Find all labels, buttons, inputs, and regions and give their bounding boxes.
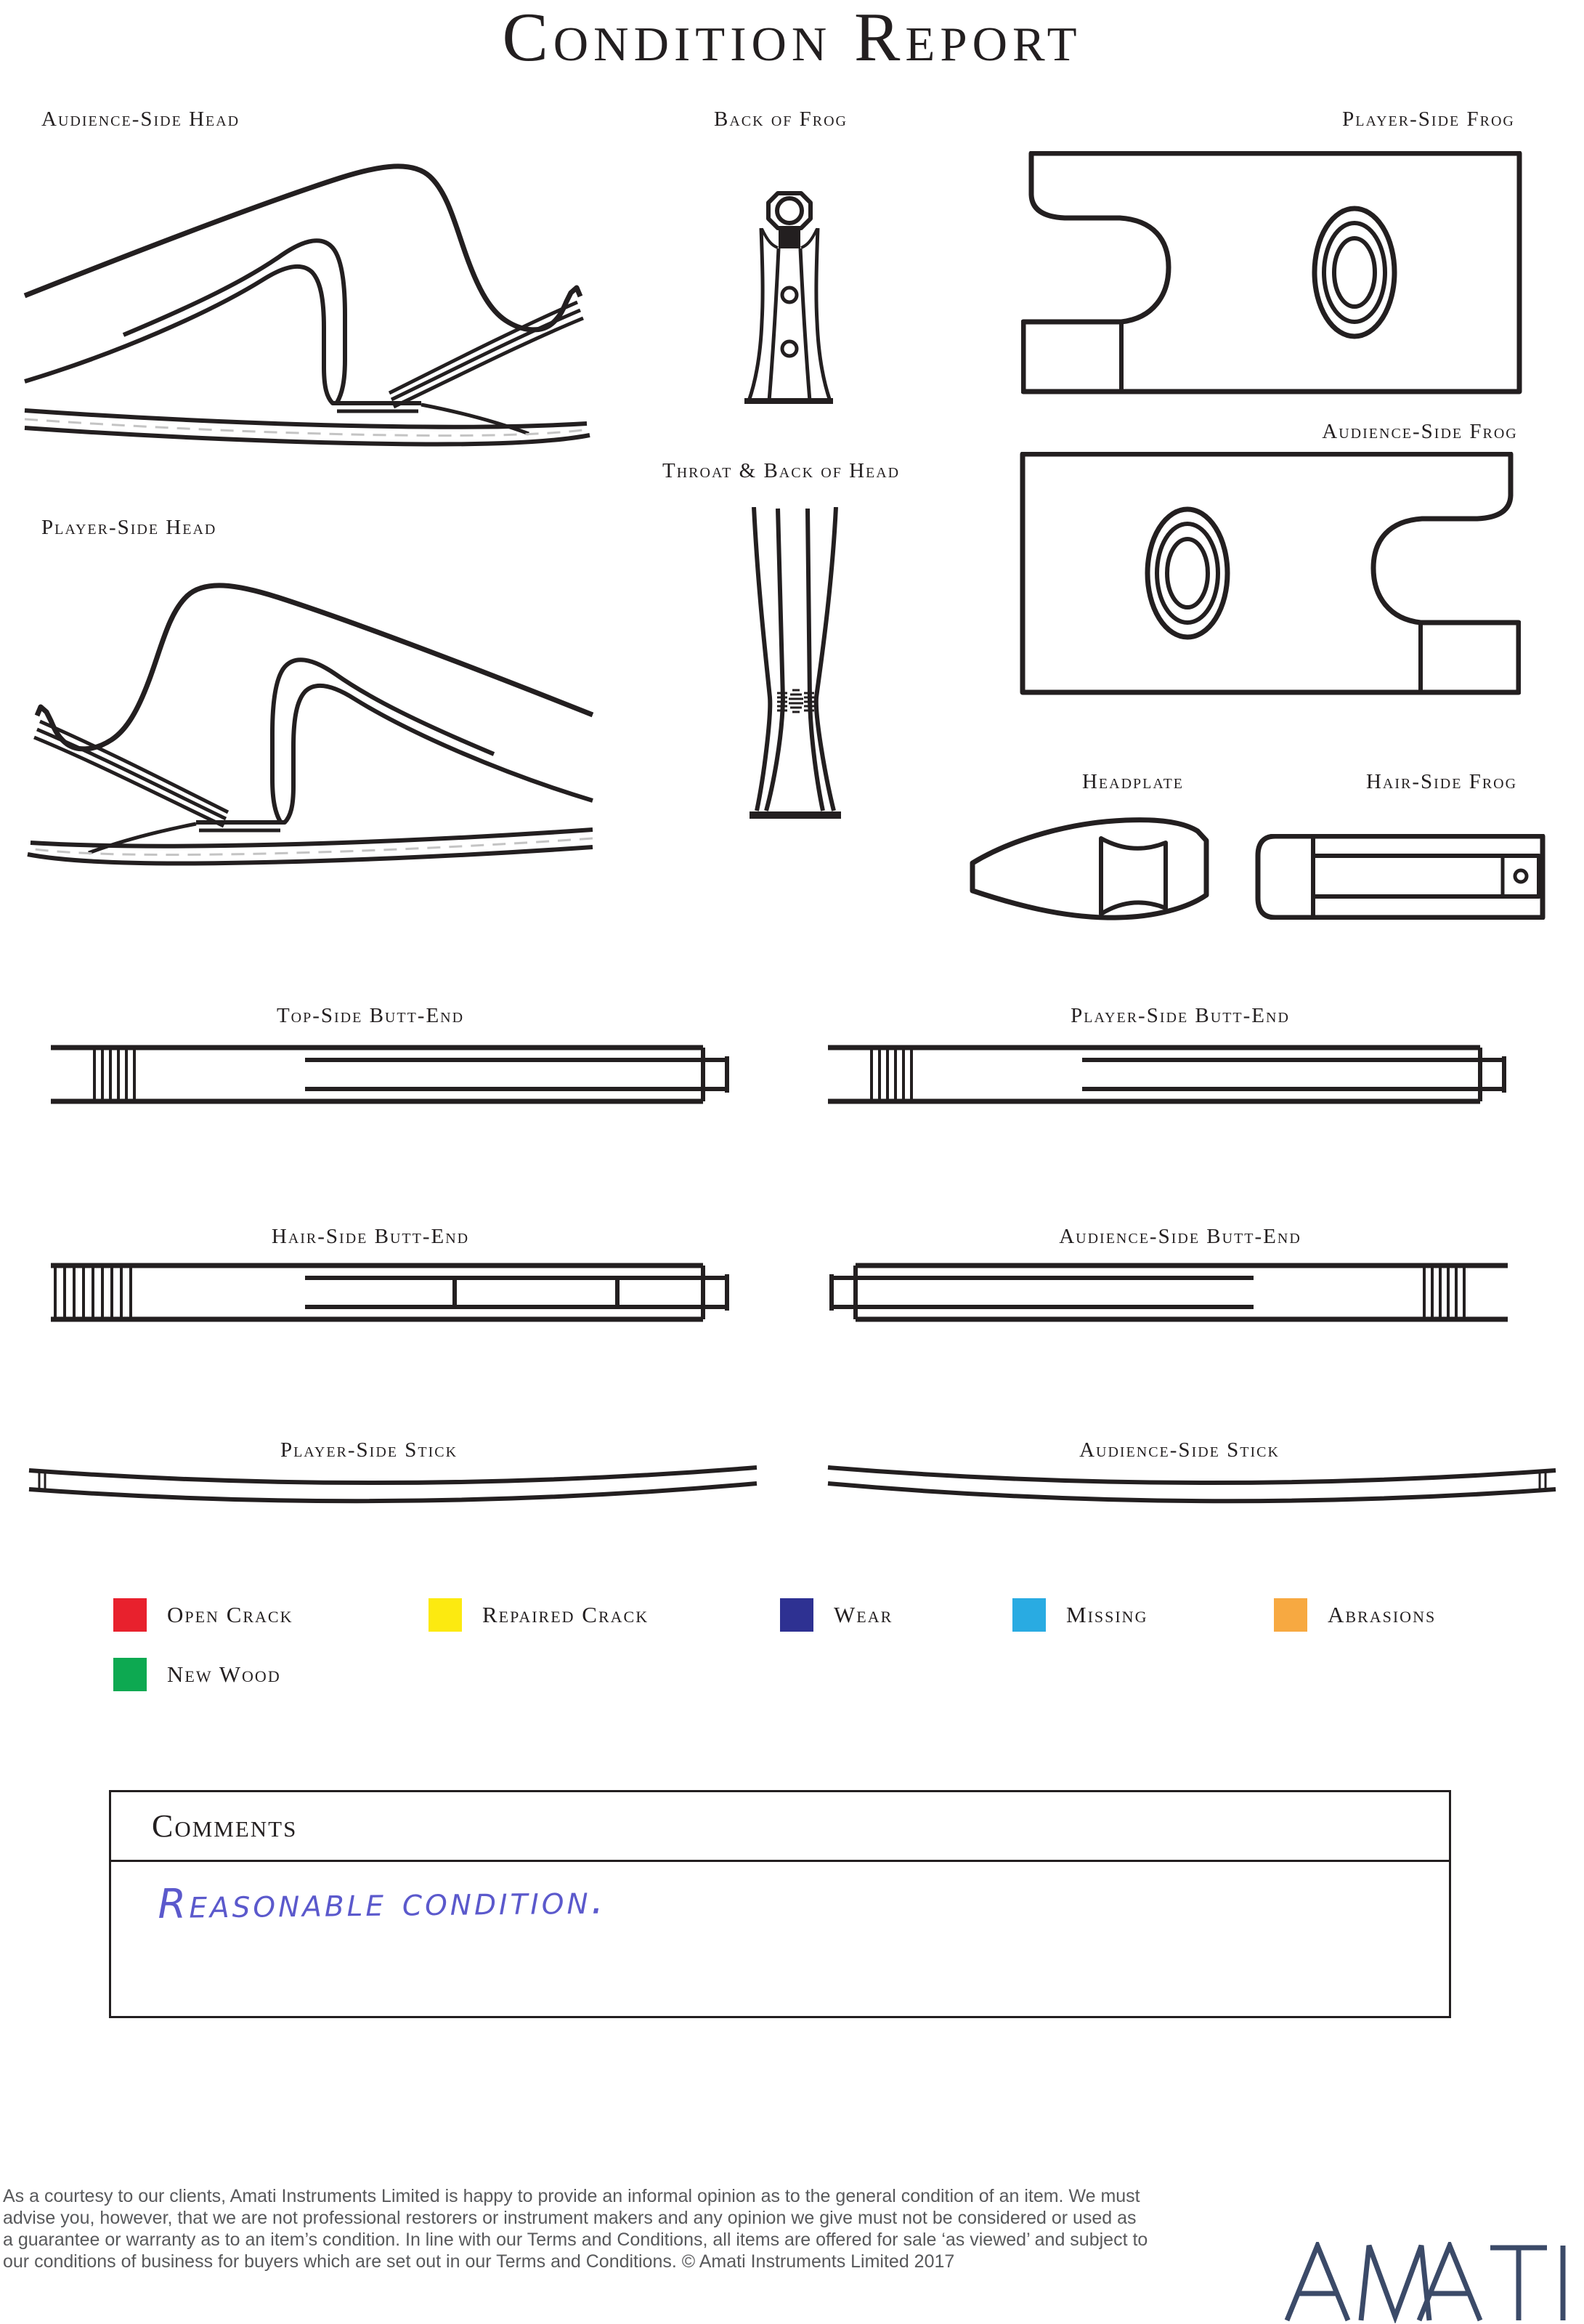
legend-label: Abrasions [1328, 1602, 1437, 1627]
label-hair-side-butt-end: Hair-Side Butt-End [271, 1225, 470, 1248]
legend-item-abrasions [1274, 1598, 1436, 1632]
label-player-side-butt-end: Player-Side Butt-End [1071, 1004, 1290, 1027]
hair-side-butt-end-diagram [49, 1261, 732, 1324]
legend-item-open-crack [113, 1598, 293, 1632]
legend-label: New Wood [167, 1661, 281, 1687]
disclaimer-line: our conditions of business for buyers which are set out in our Terms and Conditions. © Amati Instruments Limited 2017 [3, 2251, 955, 2272]
disclaimer-line: advise you, however, that we are not professional restorers or instrument makers and any opinion we give must not be considered or used as [3, 2208, 1137, 2228]
hair-side-frog-diagram [1255, 834, 1546, 920]
player-side-head-diagram [22, 561, 603, 873]
legend-item-new-wood [113, 1658, 281, 1691]
label-hair-side-frog: Hair-Side Frog [1365, 770, 1518, 793]
label-audience-side-butt-end: Audience-Side Butt-End [1059, 1225, 1301, 1248]
page-title: Condition Report [502, 0, 1082, 76]
comments-box [109, 1790, 1451, 2018]
player-side-frog-diagram [1021, 151, 1522, 394]
footer-disclaimer [3, 2185, 1194, 2272]
label-player-side-head: Player-Side Head [41, 516, 217, 539]
legend-label: Wear [834, 1602, 893, 1627]
legend-item-wear [780, 1598, 893, 1632]
player-side-stick-diagram [26, 1462, 760, 1513]
label-headplate: Headplate [1081, 770, 1185, 793]
disclaimer-line: As a courtesy to our clients, Amati Instruments Limited is happy to provide an informal opinion as to the general condition of an item. We must [3, 2186, 1140, 2206]
abrasions-swatch [1274, 1598, 1307, 1632]
audience-side-frog-diagram [1020, 452, 1521, 695]
new-wood-swatch [113, 1658, 147, 1691]
legend-label: Open Crack [167, 1602, 293, 1627]
repaired-crack-swatch [429, 1598, 462, 1632]
headplate-diagram [970, 808, 1209, 930]
missing-swatch [1012, 1598, 1046, 1632]
label-player-side-frog: Player-Side Frog [1342, 108, 1515, 131]
label-audience-side-stick: Audience-Side Stick [1079, 1438, 1280, 1462]
disclaimer-line: a guarantee or warranty as to an item’s condition. In line with our Terms and Conditions, all items are offered for sale ‘as viewed’ and subject to [3, 2230, 1148, 2250]
legend-label: Missing [1066, 1602, 1148, 1627]
wear-swatch [780, 1598, 813, 1632]
label-top-side-butt-end: Top-Side Butt-End [276, 1004, 465, 1027]
back-of-frog-diagram [730, 187, 839, 407]
audience-side-butt-end-diagram [826, 1261, 1509, 1324]
label-audience-side-head: Audience-Side Head [41, 108, 240, 131]
legend-item-missing [1012, 1598, 1148, 1632]
comments-title: Comments [152, 1808, 298, 1844]
label-audience-side-frog: Audience-Side Frog [1322, 420, 1518, 443]
comments-header [111, 1792, 1449, 1862]
handwritten-comment: Reasonable condition. [158, 1876, 607, 1928]
top-side-butt-end-diagram [49, 1043, 732, 1106]
legend-item-repaired-crack [429, 1598, 649, 1632]
label-throat-back-of-head: Throat & Back of Head [662, 459, 901, 482]
amati-logo [1284, 2242, 1572, 2324]
throat-back-of-head-diagram [747, 507, 844, 827]
label-back-of-frog: Back of Frog [714, 108, 848, 131]
legend-label: Repaired Crack [482, 1602, 649, 1627]
label-player-side-stick: Player-Side Stick [280, 1438, 458, 1462]
player-side-butt-end-diagram [826, 1043, 1509, 1106]
audience-side-head-diagram [15, 142, 596, 454]
audience-side-stick-diagram [825, 1462, 1559, 1513]
open-crack-swatch [113, 1598, 147, 1632]
